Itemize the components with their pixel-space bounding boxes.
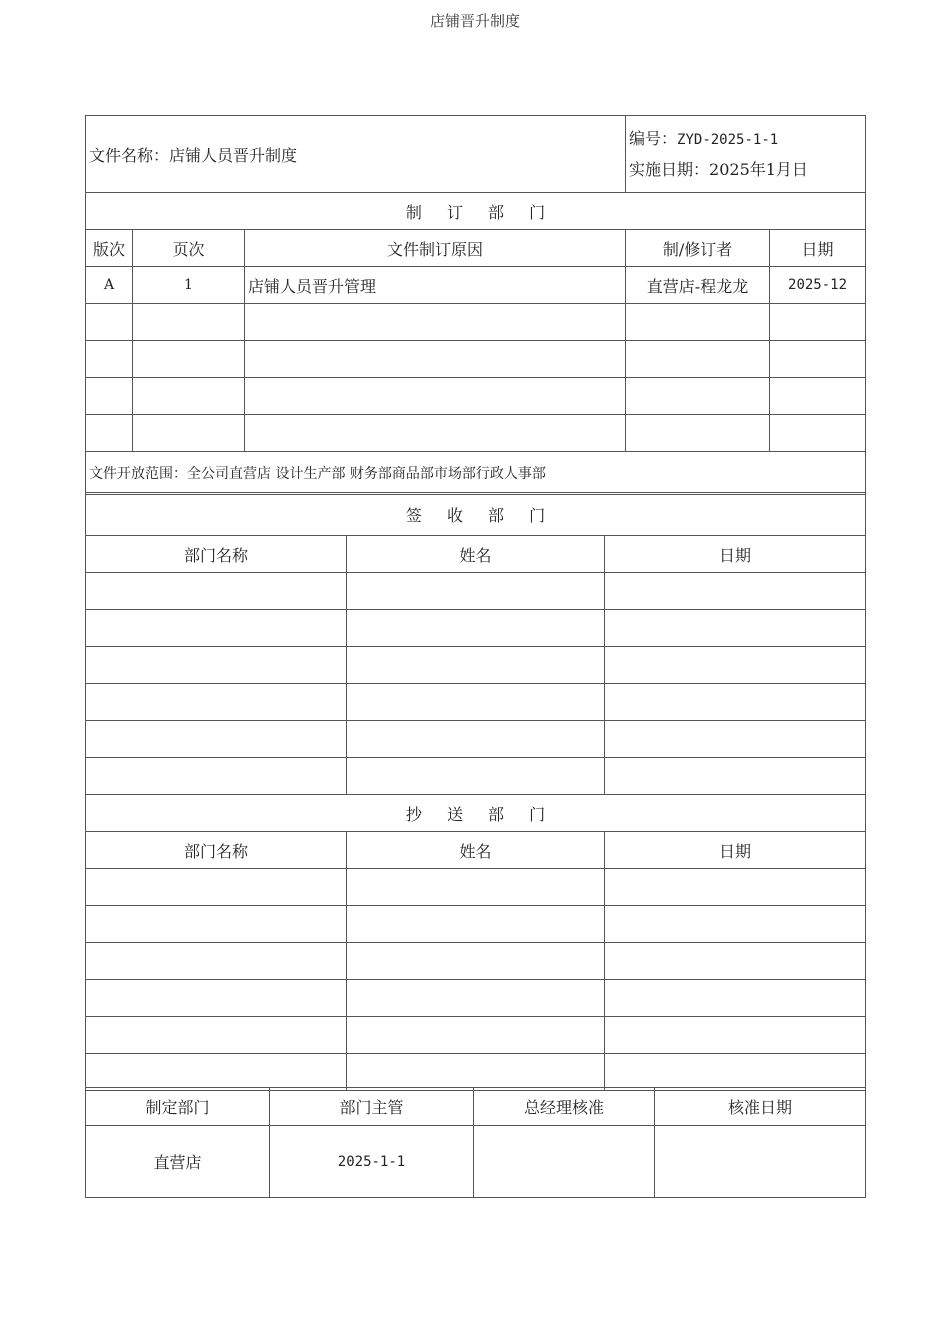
revision-cell: 直营店-程龙龙 [626,267,770,304]
table-row [86,647,866,684]
table-row [86,1054,866,1091]
impl-date-value: 2025年1月日 [709,159,808,179]
cc-cell [86,1017,347,1054]
sign-off-col-name: 姓名 [347,536,605,573]
cc-cell [86,1054,347,1091]
approval-gm-value [474,1126,655,1198]
table-row [86,610,866,647]
sign-off-cell [86,721,347,758]
approval-col-gm: 总经理核准 [474,1088,655,1126]
doc-meta-cell [626,116,866,193]
sign-off-cell [605,684,866,721]
revision-section-title: 制 订 部 门 [86,193,866,230]
sign-off-cell [347,721,605,758]
cc-cell [86,869,347,906]
sign-off-col-dept: 部门名称 [86,536,347,573]
cc-col-name: 姓名 [347,832,605,869]
table-row [86,341,866,378]
table-row [86,684,866,721]
doc-info-row [86,116,866,193]
sign-off-cell [347,647,605,684]
approval-date-value [655,1126,866,1198]
revision-cell [626,341,770,378]
revision-cell [770,378,866,415]
cc-cell [347,869,605,906]
revision-cell [626,304,770,341]
cc-cell [86,943,347,980]
table-row [86,267,866,304]
col-header-reason: 文件制订原因 [245,230,626,267]
sign-off-cell [605,721,866,758]
approval-col-dept: 制定部门 [86,1088,270,1126]
table-row [86,1017,866,1054]
file-name-value: 店铺人员晋升制度 [169,145,298,165]
revision-cell [86,341,133,378]
cc-cell [605,943,866,980]
table-row [86,758,866,795]
revision-cell [770,304,866,341]
revision-header-row [86,230,866,267]
revision-cell [245,378,626,415]
revision-cell [245,415,626,452]
cc-col-date: 日期 [605,832,866,869]
cc-cell [605,1017,866,1054]
cc-cell [347,1017,605,1054]
revision-cell [245,304,626,341]
impl-date-line [629,155,865,185]
sign-off-cell [347,610,605,647]
sign-off-cell [347,758,605,795]
doc-number-label: 编号： [629,128,678,148]
table-row [86,980,866,1017]
revision-cell [626,378,770,415]
cc-cell [86,980,347,1017]
table-row [86,906,866,943]
cc-cell [605,980,866,1017]
approval-value-row [86,1126,866,1198]
approval-col-supervisor: 部门主管 [270,1088,474,1126]
revision-cell [86,415,133,452]
scope-text: 文件开放范围：全公司直营店 设计生产部 财务部商品部市场部行政人事部 [86,452,866,495]
revision-cell [86,378,133,415]
revision-table [85,115,866,495]
approval-table [85,1087,866,1198]
sign-off-section-title: 签 收 部 门 [86,493,866,536]
table-row [86,943,866,980]
cc-cell [605,906,866,943]
sign-off-header-row [86,536,866,573]
table-row [86,304,866,341]
cc-header-row [86,832,866,869]
page-header-title: 店铺晋升制度 [429,12,520,30]
revision-cell [133,341,245,378]
sign-off-cell [605,647,866,684]
sign-off-cell [86,647,347,684]
doc-number-line [629,124,865,155]
approval-col-date: 核准日期 [655,1088,866,1126]
revision-cell [133,415,245,452]
cc-cell [347,906,605,943]
revision-cell [626,415,770,452]
sign-off-cell [86,573,347,610]
distribution-table [85,492,866,1091]
sign-off-cell [347,684,605,721]
revision-cell: 店铺人员晋升管理 [245,267,626,304]
file-name-cell [86,116,626,193]
approval-dept-value: 直营店 [86,1126,270,1198]
approval-header-row [86,1088,866,1126]
col-header-author: 制/修订者 [626,230,770,267]
approval-supervisor-value: 2025-1-1 [270,1126,474,1198]
col-header-page: 页次 [133,230,245,267]
revision-cell [86,304,133,341]
sign-off-cell [86,684,347,721]
revision-cell [770,415,866,452]
cc-cell [86,906,347,943]
revision-cell: 1 [133,267,245,304]
table-row [86,573,866,610]
sign-off-col-date: 日期 [605,536,866,573]
impl-date-label: 实施日期： [629,159,710,179]
revision-cell [245,341,626,378]
cc-cell [347,943,605,980]
cc-cell [347,980,605,1017]
revision-cell: A [86,267,133,304]
table-row [86,721,866,758]
revision-cell [133,304,245,341]
revision-cell [770,341,866,378]
sign-off-cell [86,758,347,795]
table-row [86,378,866,415]
sign-off-cell [347,573,605,610]
cc-section-title: 抄 送 部 门 [86,795,866,832]
sign-off-cell [605,610,866,647]
revision-cell: 2025-12 [770,267,866,304]
table-row [86,869,866,906]
cc-cell [605,1054,866,1091]
cc-cell [605,869,866,906]
doc-number-value: ZYD-2025-1-1 [677,131,779,148]
sign-off-cell [605,573,866,610]
file-name-label: 文件名称： [89,145,170,165]
cc-col-dept: 部门名称 [86,832,347,869]
cc-cell [347,1054,605,1091]
sign-off-cell [605,758,866,795]
col-header-date: 日期 [770,230,866,267]
col-header-version: 版次 [86,230,133,267]
revision-cell [133,378,245,415]
table-row [86,415,866,452]
sign-off-cell [86,610,347,647]
